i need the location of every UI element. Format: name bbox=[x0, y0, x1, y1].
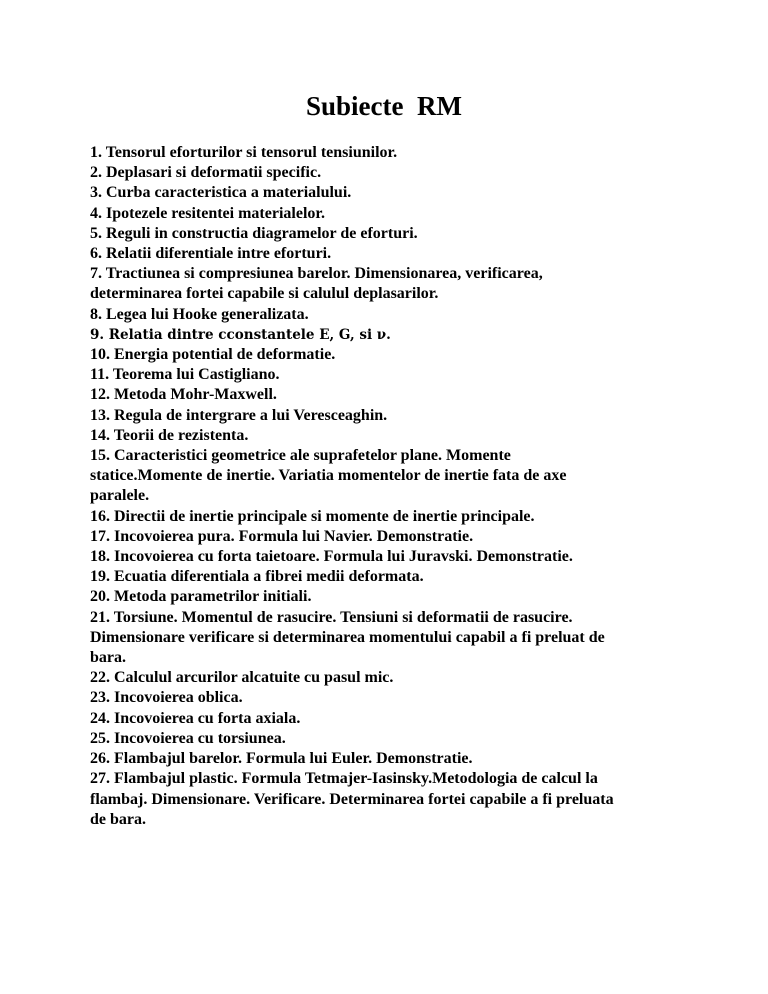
list-item: 5. Reguli in constructia diagramelor de eforturi. bbox=[90, 224, 418, 242]
list-item: determinarea fortei capabile si calulul deplasarilor. bbox=[90, 285, 439, 303]
list-item: 1. Tensorul eforturilor si tensorul tensiunilor. bbox=[90, 144, 398, 161]
list-item: 7. Tractiunea si compresiunea barelor. Dimensionarea, verificarea, bbox=[90, 265, 543, 283]
list-item: paralele. bbox=[90, 487, 150, 505]
list-item: 19. Ecuatia diferentiala a fibrei medii deformata. bbox=[90, 568, 424, 586]
list-item: 14. Teorii de rezistenta. bbox=[90, 426, 249, 444]
list-item: flambaj. Dimensionare. Verificare. Determinarea fortei capabile a fi preluata bbox=[90, 790, 614, 808]
list-item: 18. Incovoierea cu forta taietoare. Formula lui Juravski. Demonstratie. bbox=[90, 548, 573, 566]
list-item: 17. Incovoierea pura. Formula lui Navier. Demonstratie. bbox=[90, 527, 474, 545]
list-item: 26. Flambajul barelor. Formula lui Euler. Demonstratie. bbox=[90, 750, 473, 768]
list-item: 22. Calculul arcurilor alcatuite cu pasul mic. bbox=[90, 669, 394, 687]
list-item: 15. Caracteristici geometrice ale suprafetelor plane. Momente bbox=[90, 447, 511, 465]
list-item: 9. Relatia dintre cconstantele E, G, si ν. bbox=[90, 326, 391, 343]
list-item: 27. Flambajul plastic. Formula Tetmajer-Iasinsky.Metodologia de calcul la bbox=[90, 770, 598, 788]
page-title: Subiecte RM bbox=[306, 91, 462, 121]
list-item: 20. Metoda parametrilor initiali. bbox=[90, 588, 312, 606]
list-item: 13. Regula de intergrare a lui Veresceaghin. bbox=[90, 406, 388, 424]
list-item: 4. Ipotezele resitentei materialelor. bbox=[90, 204, 326, 222]
list-item: 3. Curba caracteristica a materialului. bbox=[90, 184, 352, 202]
list-item: Dimensionare verificare si determinarea momentului capabil a fi preluat de bbox=[90, 628, 605, 646]
list-item: 8. Legea lui Hooke generalizata. bbox=[90, 305, 309, 323]
list-item: 10. Energia potential de deformatie. bbox=[90, 346, 336, 364]
subject-list bbox=[90, 143, 690, 830]
list-item: 2. Deplasari si deformatii specific. bbox=[90, 164, 322, 182]
list-item: 16. Directii de inertie principale si momente de inertie principale. bbox=[90, 507, 535, 525]
list-item: 6. Relatii diferentiale intre eforturi. bbox=[90, 245, 332, 263]
list-item: bara. bbox=[90, 649, 126, 667]
list-item: 25. Incovoierea cu torsiunea. bbox=[90, 729, 286, 747]
list-item: 21. Torsiune. Momentul de rasucire. Tensiuni si deformatii de rasucire. bbox=[90, 608, 573, 626]
list-item: 23. Incovoierea oblica. bbox=[90, 689, 243, 707]
list-item: de bara. bbox=[90, 810, 146, 828]
list-item: 12. Metoda Mohr-Maxwell. bbox=[90, 386, 277, 404]
list-item: 24. Incovoierea cu forta axiala. bbox=[90, 709, 301, 727]
list-item: statice.Momente de inertie. Variatia momentelor de inertie fata de axe bbox=[90, 467, 567, 485]
list-item: 11. Teorema lui Castigliano. bbox=[90, 366, 280, 384]
